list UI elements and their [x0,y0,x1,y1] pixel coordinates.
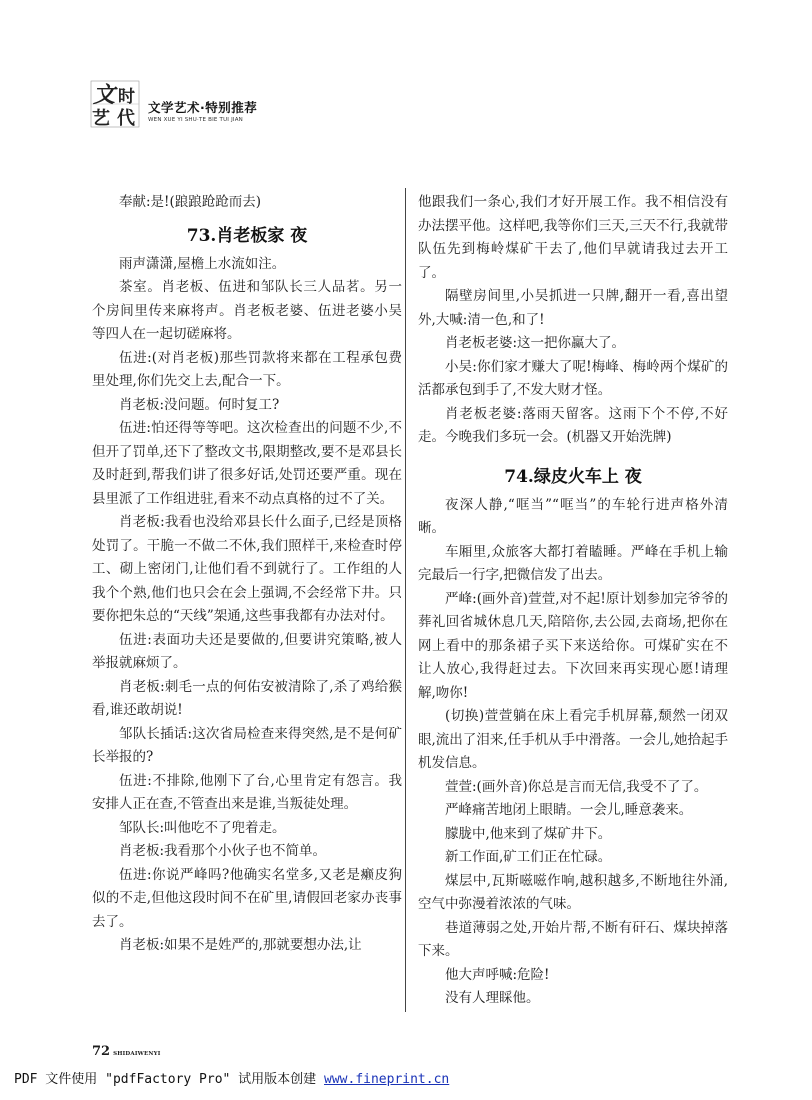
paragraph: 肖老板:如果不是姓严的,那就要想办法,让 [119,937,362,953]
paragraph: 伍进:(对肖老板)那些罚款将来都在工程承包费里处理,你们先交上去,配合一下。 [92,349,402,389]
paragraph: 肖老板:我看也没给邓县长什么面子,已经是顶格处罚了。干脆一不做二不休,我们照样干,来检查时停工、砌上密闭门,让他们看不到就行了。工作组的人我个个熟,他们也只会在会上强调,不会经常下井。只要你把朱总的“天线”架通,这些事我都有办法对付。 [92,514,402,624]
paragraph: 肖老板老婆:落雨天留客。这雨下个不停,不好走。今晚我们多玩一会。(机器又开始洗牌) [418,405,728,445]
paragraph: 肖老板:我看那个小伙子也不简单。 [119,843,327,859]
scene-heading: 74.绿皮火车上 夜 [504,466,642,487]
paragraph: 茶室。肖老板、伍进和邹队长三人品茗。另一个房间里传来麻将声。肖老板老婆、伍进老婆小吴等四人在一起切磋麻将。 [92,279,402,342]
logo-char-yi: 艺 [92,108,110,129]
paragraph: 他跟我们一条心,我们才好开展工作。我不相信没有办法摆平他。这样吧,我等你们三天,三天不行,我就带队伍先到梅岭煤矿干去了,他们早就请我过去开工了。 [418,194,728,281]
fineprint-link[interactable]: www.fineprint.cn [324,1072,450,1087]
paragraph: 巷道薄弱之处,开始片帮,不断有矸石、煤块掉落下来。 [418,919,728,959]
paragraph: 夜深人静,“哐当”“哐当”的车轮行进声格外清晰。 [418,496,728,536]
logo-char-shi: 时 [118,87,135,107]
paragraph: 严峰痛苦地闭上眼睛。一会儿,睡意袭来。 [445,802,693,818]
paragraph: (切换)萱萱躺在床上看完手机屏幕,颓然一闭双眼,流出了泪来,任手机从手中滑落。一会儿,她拾起手机发信息。 [418,708,728,771]
paragraph: 肖老板:刺毛一点的何佑安被清除了,杀了鸡给猴看,谁还敢胡说! [92,678,402,718]
pdf-creator-notice [14,1068,449,1087]
section-subtitle: WEN XUE YI SHU·TE BIE TUI JIAN [148,117,244,123]
paragraph: 严峰:(画外音)萱萱,对不起!原计划参加完爷爷的葬礼回省城休息几天,陪陪你,去公园,去商场,把你在网上看中的那条裙子买下来送给你。可煤矿实在不让人放心,我得赶过去。下次回来再实现心愿!请理解,吻你! [418,590,728,701]
paragraph: 小吴:你们家才赚大了呢!梅峰、梅岭两个煤矿的活都承包到手了,不发大财才怪。 [418,358,728,398]
paragraph: 隔壁房间里,小吴抓进一只牌,翻开一看,喜出望外,大喊:清一色,和了! [418,288,728,328]
column-divider [405,188,406,1012]
scene-heading: 73.肖老板家 夜 [186,225,308,246]
paragraph: 伍进:表面功夫还是要做的,但要讲究策略,被人举报就麻烦了。 [92,631,402,671]
magazine-name: SHIDAIWENYI [113,1051,161,1057]
paragraph: 伍进:不排除,他刚下了台,心里肯定有怨言。我安排人正在查,不管查出来是谁,当叛徒处理。 [92,772,402,812]
logo-char-dai: 代 [117,108,135,129]
paragraph: 邹队长:叫他吃不了兜着走。 [119,819,286,836]
paragraph: 萱萱:(画外音)你总是言而无信,我受不了了。 [445,778,708,795]
paragraph: 伍进:怕还得等等吧。这次检查出的问题不少,不但开了罚单,还下了整改文书,限期整改,要不是邓县长及时赶到,帮我们讲了很多好话,处罚还要严重。现在县里派了工作组进驻,看来不动点真格的过不了关。 [92,420,402,507]
paragraph: 邹队长插话:这次省局检查来得突然,是不是何矿长举报的? [92,725,402,765]
logo-char-wen: 文 [93,82,116,108]
pdf-notice-text: PDF 文件使用 "pdfFactory Pro" 试用版本创建 [14,1072,325,1087]
paragraph: 伍进:你说严峰吗?他确实名堂多,又老是癞皮狗似的不走,但他这段时间不在矿里,请假回老家办丧事去了。 [92,866,402,930]
magazine-header [90,80,390,130]
right-column [418,191,728,1011]
paragraph: 肖老板:没问题。何时复工? [119,396,280,413]
paragraph: 肖老板老婆:这一把你赢大了。 [445,335,626,351]
page-footer [92,1040,161,1059]
magazine-logo [90,80,140,128]
paragraph: 没有人理睬他。 [445,990,540,1006]
paragraph: 奉献:是!(踉踉跄跄而去) [119,194,262,210]
page-number: 72 [92,1044,111,1059]
paragraph: 车厢里,众旅客大都打着瞌睡。严峰在手机上输完最后一行字,把微信发了出去。 [418,543,728,583]
section-title: 文学艺术·特别推荐 [148,100,258,115]
paragraph: 雨声潇潇,屋檐上水流如注。 [119,255,286,272]
paragraph: 朦胧中,他来到了煤矿井下。 [445,825,612,842]
paragraph: 新工作面,矿工们正在忙碌。 [445,849,612,865]
paragraph: 煤层中,瓦斯嗞嗞作响,越积越多,不断地往外涌,空气中弥漫着浓浓的气味。 [418,872,728,912]
paragraph: 他大声呼喊:危险! [445,966,550,983]
left-column [92,191,402,958]
